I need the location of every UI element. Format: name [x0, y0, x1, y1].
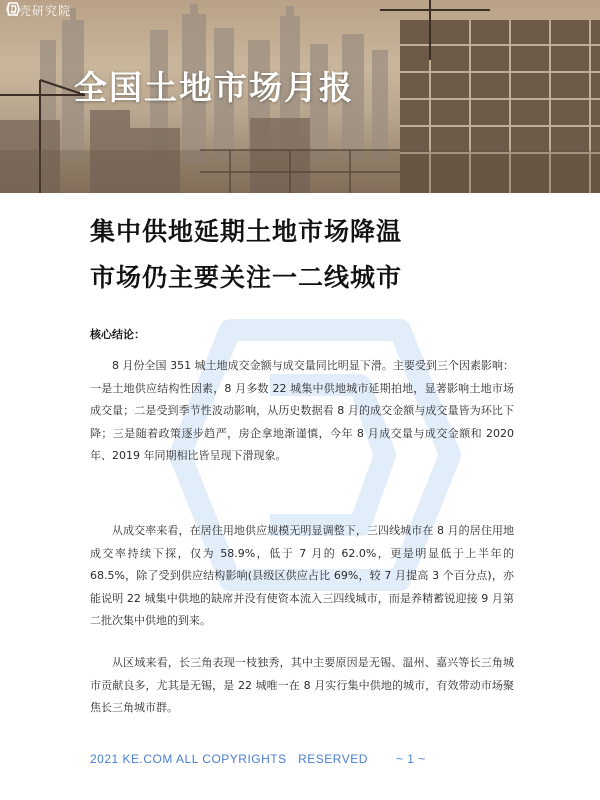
page-number: ~ 1 ~: [395, 752, 426, 766]
section-label: 核心结论：: [90, 328, 145, 341]
paragraph-3: 从区域来看，长三角表现一枝独秀，其中主要原因是无锡、温州、嘉兴等长三角城市贡献良多，尤其是无锡，是 22 城唯一在 8 月实行集中供地的城市，有效带动市场聚焦长三角城市群。: [90, 656, 514, 714]
hero-banner: [0, 0, 600, 193]
brand-name: 贝壳研究院: [6, 4, 72, 18]
brand-logo: [6, 2, 71, 19]
paragraph-2: 从成交率来看，在居住用地供应规模无明显调整下，三四线城市在 8 月的居住用地成交率持续下探，仅为 58.9%，低于 7 月的 62.0%，更是明显低于上半年的 68.5%，除了受到供应结构影响(县级区供应占比 69%，较 7 月提高 3 个百分点)，亦能说明 22 城集中供地的缺席并没有使资本流入三四线城市，而是养精蓄锐迎接 9 月第二批次集中供地的到来。: [90, 524, 514, 627]
headline-line-2: 市场仍主要关注一二线城市: [90, 263, 403, 292]
headline-line-1: 集中供地延期土地市场降温: [90, 217, 403, 246]
page-footer: [90, 752, 426, 766]
report-title: 全国土地市场月报: [74, 68, 354, 107]
copyright-text: 2021 KE.COM ALL COPYRIGHTS RESERVED: [90, 752, 368, 766]
paragraph-1: 8 月份全国 351 城土地成交金额与成交量同比明显下滑。主要受到三个因素影响：一是土地供应结构性因素，8 月多数 22 城集中供地城市延期拍地，显著影响土地市场成交量；二是受到季节性波动影响，从历史数据看 8 月的成交金额与成交量皆为环比下降；三是随着政策逐步趋严，房企拿地渐谨慎，今年 8 月成交量与成交金额和 2020 年、2019 年同期相比皆呈现下滑现象。: [90, 359, 514, 462]
brand-mark-icon: [6, 2, 20, 16]
